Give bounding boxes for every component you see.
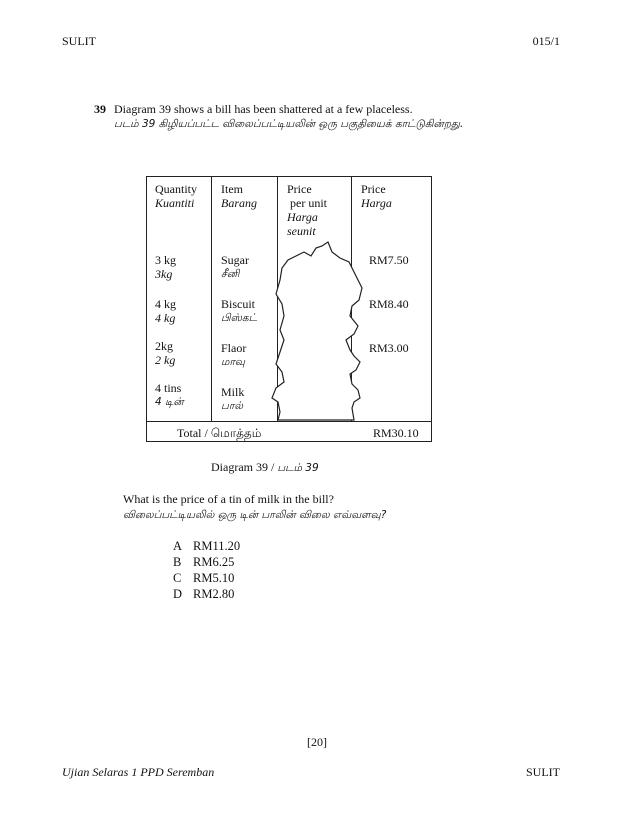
table-row-item: Sugar சீனி [221, 253, 249, 280]
prompt-ta: விலைப்பட்டியலில் ஒரு டின் பாலின் விலை எவ்வளவு? [123, 509, 387, 521]
table-row-qty: 4 tins 4 டின் [155, 381, 184, 408]
bill-table [146, 176, 432, 442]
header-right: 015/1 [532, 34, 560, 48]
question-text-en: Diagram 39 shows a bill has been shattered at a few placeless. [114, 102, 413, 116]
page-number: [20] [307, 735, 327, 749]
header-price: Price Harga [361, 182, 392, 210]
total-value: RM30.10 [373, 426, 419, 440]
footer-left: Ujian Selaras 1 PPD Seremban [62, 765, 215, 779]
option-d[interactable]: D RM2.80 [173, 587, 235, 601]
prompt-en: What is the price of a tin of milk in the bill? [123, 492, 334, 506]
question-number: 39 [94, 102, 106, 116]
table-row-price: RM3.00 [369, 341, 409, 355]
header-left: SULIT [62, 34, 96, 48]
table-row-price: RM8.40 [369, 297, 409, 311]
header-price-per-unit: Price per unit Harga seunit [287, 182, 327, 238]
header-quantity: Quantity Kuantiti [155, 182, 197, 210]
header-item: Item Barang [221, 182, 257, 210]
option-a[interactable]: A RM11.20 [173, 539, 241, 553]
table-row-item: Flaor மாவு [221, 341, 247, 368]
table-row-item: Biscuit பிஸ்கட் [221, 297, 257, 324]
table-row-qty: 2kg 2 kg [155, 339, 176, 367]
total-label: Total / மொத்தம் [177, 426, 262, 440]
option-b[interactable]: B RM6.25 [173, 555, 235, 569]
diagram-caption: Diagram 39 / படம் 39 [211, 460, 319, 474]
question-text-ta: படம் 39 கிழியப்பட்ட விலைப்பட்டியலின் ஒரு பகுதியைக் காட்டுகின்றது. [114, 118, 464, 130]
table-row-qty: 4 kg 4 kg [155, 297, 176, 325]
table-row-price: RM7.50 [369, 253, 409, 267]
option-c[interactable]: C RM5.10 [173, 571, 235, 585]
table-row-item: Milk பால் [221, 385, 245, 412]
torn-edge-outline [146, 176, 432, 442]
table-row-qty: 3 kg 3kg [155, 253, 176, 281]
footer-right: SULIT [526, 765, 560, 779]
